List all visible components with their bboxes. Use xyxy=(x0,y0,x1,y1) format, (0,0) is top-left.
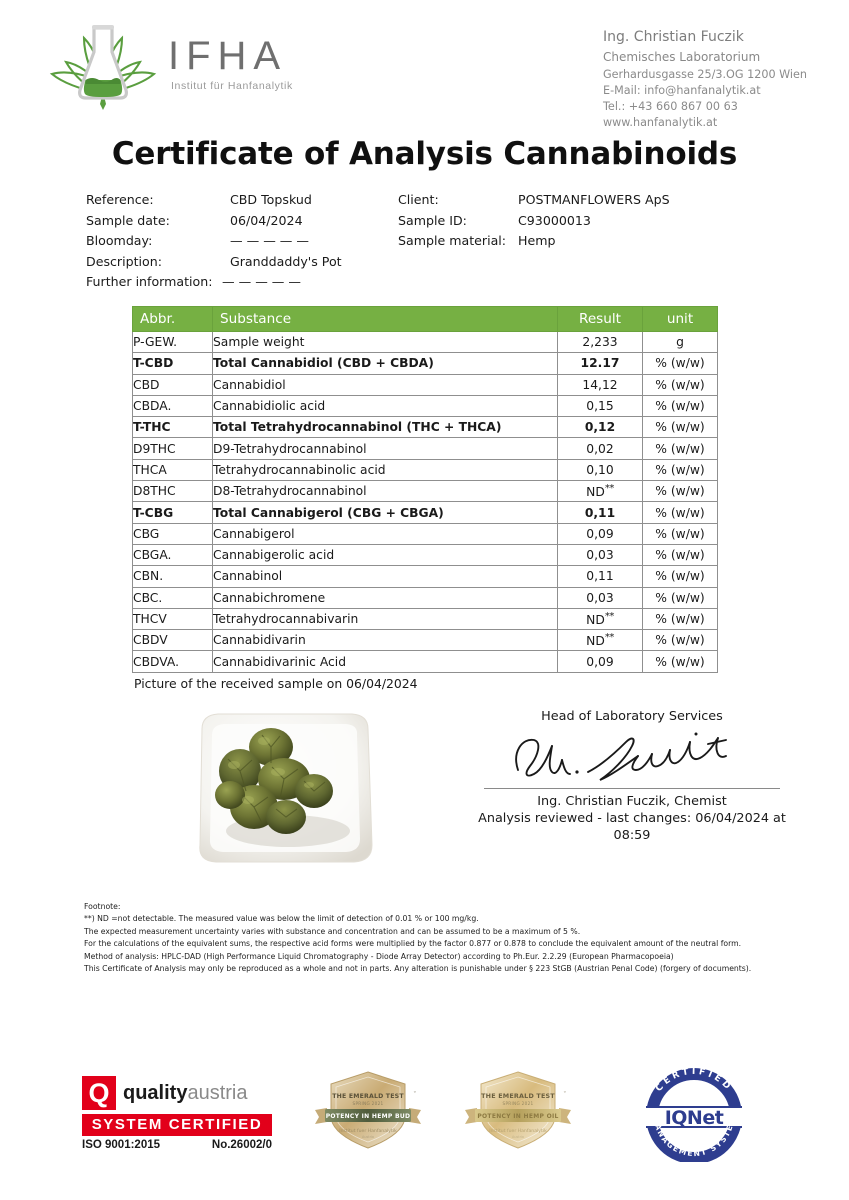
table-row xyxy=(133,566,718,587)
emerald-test-hemp-oil-badge xyxy=(455,1068,581,1152)
contact-name: Ing. Christian Fuczik xyxy=(603,29,744,45)
cell-abbr: CBDA. xyxy=(133,395,213,416)
info-value: C93000013 xyxy=(518,212,591,228)
cell-substance: Cannabidivarinic Acid xyxy=(213,651,558,672)
info-row xyxy=(398,192,728,213)
info-value: — — — — — xyxy=(222,274,301,289)
info-label: Sample date: xyxy=(86,212,170,228)
cell-unit: % (w/w) xyxy=(643,566,718,587)
cell-substance: Sample weight xyxy=(213,332,558,353)
cell-substance: Tetrahydrocannabivarin xyxy=(213,608,558,629)
column-header-substance: Substance xyxy=(213,307,558,332)
table-row xyxy=(133,438,718,459)
cell-substance: Cannabidiolic acid xyxy=(213,395,558,416)
contact-email: E-Mail: info@hanfanalytik.at xyxy=(603,83,761,97)
table-row xyxy=(133,374,718,395)
cell-result: 0,10 xyxy=(558,459,643,480)
photo-and-signature-area xyxy=(0,697,849,912)
svg-text:THE EMERALD TEST: THE EMERALD TEST xyxy=(481,1092,555,1100)
footnote-lines xyxy=(84,913,790,975)
nd-footnote-marker: ** xyxy=(604,632,614,644)
table-row xyxy=(133,608,718,629)
quality-austria-q-icon: Q xyxy=(82,1076,116,1110)
cell-substance: Cannabidivarin xyxy=(213,630,558,651)
cell-result: ND** xyxy=(558,608,643,629)
cell-result: 2,233 xyxy=(558,332,643,353)
cell-unit: % (w/w) xyxy=(643,523,718,544)
table-body xyxy=(133,332,718,673)
info-value: — — — — — xyxy=(230,233,309,248)
svg-text:Austria: Austria xyxy=(512,1135,524,1139)
cell-unit: % (w/w) xyxy=(643,587,718,608)
cell-abbr: THCA xyxy=(133,459,213,480)
cell-unit: % (w/w) xyxy=(643,651,718,672)
table-row xyxy=(133,523,718,544)
cell-substance: Cannabinol xyxy=(213,566,558,587)
info-row xyxy=(86,233,416,254)
info-row xyxy=(86,274,416,295)
page-title: Certificate of Analysis Cannabinoids xyxy=(111,136,738,172)
cell-unit: % (w/w) xyxy=(643,502,718,523)
cell-abbr: T-CBG xyxy=(133,502,213,523)
cell-abbr: CBN. xyxy=(133,566,213,587)
cell-abbr: CBGA. xyxy=(133,544,213,565)
cell-abbr: CBD xyxy=(133,374,213,395)
quality-austria-word-austria: austria xyxy=(187,1082,248,1104)
table-row xyxy=(133,353,718,374)
cell-abbr: CBDVA. xyxy=(133,651,213,672)
column-header-abbr: Abbr. xyxy=(133,307,213,332)
signature-block xyxy=(432,709,832,845)
column-header-result: Result xyxy=(558,307,643,332)
cell-result: 0,03 xyxy=(558,587,643,608)
info-label: Description: xyxy=(86,253,162,269)
info-row xyxy=(86,213,416,234)
cell-result: ND** xyxy=(558,630,643,651)
table-row xyxy=(133,395,718,416)
cannabis-flask-logo-icon xyxy=(44,18,162,110)
svg-text:CERTIFIED: CERTIFIED xyxy=(654,1066,734,1094)
cell-abbr: CBC. xyxy=(133,587,213,608)
footnote-line: **) ND =not detectable. The measured value was below the limit of detection of 0.01 % or 100 mg/kg. xyxy=(84,914,479,924)
info-row xyxy=(398,233,728,254)
emerald-test-hemp-bud-badge xyxy=(305,1068,431,1152)
svg-text:SPRING 2021: SPRING 2021 xyxy=(352,1101,384,1106)
cell-substance: Cannabidiol xyxy=(213,374,558,395)
signature-line xyxy=(484,788,780,789)
svg-text:™: ™ xyxy=(413,1091,417,1095)
sample-photo xyxy=(176,699,398,881)
iqnet-certified-badge xyxy=(638,1062,750,1162)
cell-result: 0,12 xyxy=(558,417,643,438)
cell-unit: g xyxy=(643,332,718,353)
cell-abbr: T-CBD xyxy=(133,353,213,374)
table-row xyxy=(133,587,718,608)
cell-substance: D9-Tetrahydrocannabinol xyxy=(213,438,558,459)
cell-result: ND** xyxy=(558,481,643,502)
cell-abbr: CBG xyxy=(133,523,213,544)
nd-footnote-marker: ** xyxy=(604,483,614,495)
table-row xyxy=(133,481,718,502)
cell-substance: Total Tetrahydrocannabinol (THC + THCA) xyxy=(213,417,558,438)
review-note: Analysis reviewed - last changes: 06/04/2024 at xyxy=(478,810,786,826)
sample-info-left-column xyxy=(86,192,416,295)
cell-result: 14,12 xyxy=(558,374,643,395)
cell-substance: Total Cannabidiol (CBD + CBDA) xyxy=(213,353,558,374)
footnote-block xyxy=(84,901,790,976)
svg-text:Austria: Austria xyxy=(362,1135,374,1139)
quality-austria-iso: ISO 9001:2015 xyxy=(82,1139,161,1151)
cell-substance: Cannabichromene xyxy=(213,587,558,608)
svg-text:MANAGEMENT SYSTEM: MANAGEMENT SYSTEM xyxy=(651,1115,737,1159)
cell-substance: Total Cannabigerol (CBG + CBGA) xyxy=(213,502,558,523)
info-value: POSTMANFLOWERS ApS xyxy=(518,192,670,207)
lab-contact-block xyxy=(603,28,833,131)
quality-austria-bar: SYSTEM CERTIFIED xyxy=(82,1114,272,1136)
info-label: Sample material: xyxy=(398,233,507,248)
cell-result: 0,15 xyxy=(558,395,643,416)
contact-address: Gerhardusgasse 25/3.OG 1200 Wien xyxy=(603,67,808,81)
svg-text:SPRING 2021: SPRING 2021 xyxy=(502,1101,534,1106)
contact-website: www.hanfanalytik.at xyxy=(603,115,718,129)
cell-result: 0,09 xyxy=(558,523,643,544)
info-label: Bloomday: xyxy=(86,233,153,248)
cell-abbr: P-GEW. xyxy=(133,332,213,353)
contact-phone: Tel.: +43 660 867 00 63 xyxy=(603,99,738,113)
info-label: Sample ID: xyxy=(398,212,467,228)
cell-result: 0,11 xyxy=(558,566,643,587)
cannabinoid-results-table xyxy=(132,306,718,673)
table-header-row xyxy=(133,307,718,332)
cell-unit: % (w/w) xyxy=(643,630,718,651)
nd-footnote-marker: ** xyxy=(604,610,614,622)
cell-substance: Cannabigerolic acid xyxy=(213,544,558,565)
cell-unit: % (w/w) xyxy=(643,438,718,459)
info-value: Granddaddy's Pot xyxy=(230,253,342,269)
info-value: 06/04/2024 xyxy=(230,212,303,228)
table-row xyxy=(133,651,718,672)
table-row xyxy=(133,544,718,565)
info-value: Hemp xyxy=(518,233,556,248)
cell-substance: Tetrahydrocannabinolic acid xyxy=(213,459,558,480)
picture-caption: Picture of the received sample on 06/04/2024 xyxy=(134,675,418,691)
cell-result: 0,02 xyxy=(558,438,643,459)
cell-abbr: THCV xyxy=(133,608,213,629)
review-time: 08:59 xyxy=(613,827,651,843)
cell-unit: % (w/w) xyxy=(643,608,718,629)
signature-title: Head of Laboratory Services xyxy=(541,708,723,724)
cell-unit: % (w/w) xyxy=(643,353,718,374)
cell-result: 0,09 xyxy=(558,651,643,672)
signatory-name: Ing. Christian Fuczik, Chemist xyxy=(537,793,727,809)
cell-substance: D8-Tetrahydrocannabinol xyxy=(213,481,558,502)
contact-lab: Chemisches Laboratorium xyxy=(603,49,761,64)
table-row xyxy=(133,630,718,651)
quality-austria-badge xyxy=(82,1076,272,1151)
document-header xyxy=(0,0,849,129)
quality-austria-word-quality: quality xyxy=(123,1082,188,1104)
cell-unit: % (w/w) xyxy=(643,417,718,438)
cell-unit: % (w/w) xyxy=(643,459,718,480)
cannabinoid-results-table-wrapper xyxy=(132,306,717,673)
table-row xyxy=(133,417,718,438)
footnote-line: The expected measurement uncertainty varies with substance and concentration and can be assumed to be a maximum of 5 %. xyxy=(84,926,581,936)
cell-unit: % (w/w) xyxy=(643,544,718,565)
cell-unit: % (w/w) xyxy=(643,481,718,502)
footnote-line: For the calculations of the equivalent sums, the respective acid forms were multiplied by the factor 0.877 or 0.878 to conclude the equivalent amount of the neutral form. xyxy=(84,939,742,949)
sample-info-block xyxy=(0,192,849,288)
certification-badges xyxy=(0,1062,849,1162)
cell-abbr: D8THC xyxy=(133,481,213,502)
handwritten-signature xyxy=(432,726,832,788)
footnote-heading: Footnote: xyxy=(84,902,121,911)
info-label: Reference: xyxy=(86,192,154,207)
info-value: CBD Topskud xyxy=(230,192,312,207)
svg-text:Institut fuer Hanfanalytik: Institut fuer Hanfanalytik xyxy=(339,1129,397,1134)
column-header-unit: unit xyxy=(643,307,718,332)
logo-subtitle: Institut für Hanfanalytik xyxy=(171,80,293,93)
info-row xyxy=(86,192,416,213)
table-row xyxy=(133,332,718,353)
cell-abbr: D9THC xyxy=(133,438,213,459)
footnote-line: This Certificate of Analysis may only be reproduced as a whole and not in parts. Any alteration is punishable under § 223 StGB (Austrian Penal Code) (forgery of documents). xyxy=(84,964,752,974)
table-row xyxy=(133,502,718,523)
cell-abbr: CBDV xyxy=(133,630,213,651)
svg-text:™: ™ xyxy=(563,1091,567,1095)
info-row xyxy=(86,254,416,275)
cell-result: 0,11 xyxy=(558,502,643,523)
quality-austria-number: No.26002/0 xyxy=(211,1139,272,1151)
sample-info-right-column xyxy=(398,192,728,254)
cell-result: 12.17 xyxy=(558,353,643,374)
ifha-logo xyxy=(44,18,344,110)
table-row xyxy=(133,459,718,480)
cell-result: 0,03 xyxy=(558,544,643,565)
info-label: Client: xyxy=(398,192,439,207)
info-label: Further information: xyxy=(86,274,213,289)
svg-text:POTENCY IN HEMP BUD: POTENCY IN HEMP BUD xyxy=(325,1113,411,1120)
svg-text:Institut fuer Hanfanalytik: Institut fuer Hanfanalytik xyxy=(489,1129,547,1134)
svg-text:POTENCY IN HEMP OIL: POTENCY IN HEMP OIL xyxy=(477,1113,559,1120)
cell-unit: % (w/w) xyxy=(643,374,718,395)
info-row xyxy=(398,213,728,234)
svg-text:IQNet: IQNet xyxy=(664,1107,724,1129)
svg-text:THE EMERALD TEST: THE EMERALD TEST xyxy=(332,1093,404,1100)
cell-substance: Cannabigerol xyxy=(213,523,558,544)
cell-unit: % (w/w) xyxy=(643,395,718,416)
footnote-line: Method of analysis: HPLC-DAD (High Performance Liquid Chromatography - Diode Array Detector) according to Ph.Eur. 2.2.29 (European Pharmacopoeia) xyxy=(84,951,674,961)
logo-wordmark: IFHA xyxy=(168,34,288,79)
cell-abbr: T-THC xyxy=(133,417,213,438)
